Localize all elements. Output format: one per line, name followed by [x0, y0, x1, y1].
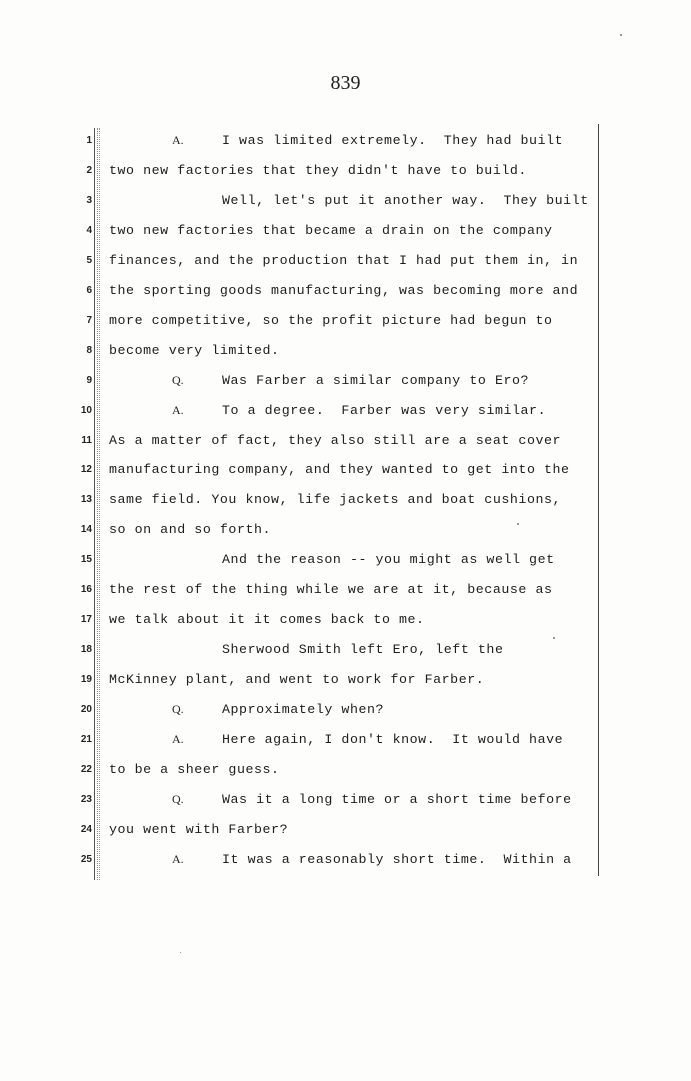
transcript-line — [0, 163, 691, 187]
line-text: the rest of the thing while we are at it, because as — [109, 582, 553, 598]
line-text: same field. You know, life jackets and boat cushions, — [109, 492, 562, 508]
line-text: To a degree. Farber was very similar. — [222, 402, 547, 418]
transcript-line — [0, 582, 691, 606]
line-text: we talk about it it comes back to me. — [109, 612, 425, 628]
line-number: 20 — [80, 704, 92, 716]
line-text: Was it a long time or a short time before — [222, 791, 572, 807]
line-number: 11 — [81, 434, 92, 446]
line-text: And the reason -- you might as well get — [222, 552, 555, 568]
line-text: Here again, I don't know. It would have — [222, 732, 564, 747]
speaker-label: A. — [172, 133, 184, 147]
line-text: two new factories that they didn't have to build. — [109, 162, 527, 178]
line-number: 18 — [80, 644, 92, 656]
transcript-line — [0, 193, 691, 217]
line-number: 16 — [80, 584, 92, 596]
line-text: more competitive, so the profit picture had begun to — [109, 312, 553, 328]
line-number: 2 — [86, 164, 92, 176]
line-text: become very limited. — [109, 342, 280, 358]
line-number: 17 — [80, 614, 92, 626]
page-number: 839 — [330, 72, 361, 94]
line-text: As a matter of fact, they also still are a seat cover — [109, 432, 562, 448]
line-text: two new factories that became a drain on the company — [109, 222, 553, 238]
line-number: 19 — [80, 674, 92, 686]
line-number: 9 — [86, 374, 92, 386]
transcript-line — [0, 133, 691, 157]
transcript-line — [0, 762, 691, 786]
transcript-line — [0, 822, 691, 846]
line-number: 24 — [80, 823, 92, 835]
line-number: 8 — [86, 344, 92, 356]
speaker-label: Q. — [172, 791, 184, 806]
line-number: 13 — [80, 494, 92, 506]
transcript-line — [0, 283, 691, 307]
transcript-line — [0, 492, 691, 516]
line-text: Sherwood Smith left Ero, left the — [222, 642, 504, 658]
transcript-line — [0, 672, 691, 696]
transcript-line — [0, 433, 691, 457]
transcript-line — [0, 732, 691, 756]
line-text: so on and so forth. — [109, 522, 272, 538]
line-text: the sporting goods manufacturing, was becoming more and — [109, 282, 579, 298]
line-number: 3 — [86, 194, 92, 206]
transcript-line — [0, 373, 691, 397]
transcript-line — [0, 852, 691, 876]
line-number: 4 — [86, 224, 92, 236]
line-text: to be a sheer guess. — [109, 761, 280, 777]
transcript-line — [0, 642, 691, 666]
line-number: 14 — [80, 524, 92, 536]
transcript-line — [0, 253, 691, 277]
line-number: 6 — [86, 284, 92, 296]
speaker-label: Q. — [172, 372, 184, 387]
line-text: It was a reasonably short time. Within a — [222, 851, 572, 867]
line-number: 7 — [86, 314, 92, 326]
line-number: 22 — [80, 763, 92, 775]
transcript-line — [0, 313, 691, 337]
scan-speck — [180, 952, 181, 953]
speaker-label: A. — [172, 732, 184, 746]
line-text: Was Farber a similar company to Ero? — [222, 372, 530, 388]
transcript-line — [0, 403, 691, 427]
transcript-line — [0, 223, 691, 247]
speaker-label: A. — [172, 402, 184, 417]
transcript-line — [0, 702, 691, 726]
transcript-line — [0, 552, 691, 576]
speaker-label: A. — [172, 851, 184, 866]
line-number: 25 — [80, 853, 92, 865]
scan-speck — [620, 34, 622, 36]
transcript-line — [0, 792, 691, 816]
scan-speck — [517, 523, 519, 525]
speaker-label: Q. — [172, 702, 184, 717]
line-number: 15 — [80, 554, 92, 566]
line-text: Approximately when? — [222, 702, 385, 718]
line-text: you went with Farber? — [109, 821, 289, 837]
line-number: 1 — [86, 135, 92, 146]
line-text: manufacturing company, and they wanted to get into the — [109, 462, 570, 478]
line-text: finances, and the production that I had put them in, in — [109, 252, 579, 268]
transcript-line — [0, 462, 691, 486]
line-text: McKinney plant, and went to work for Farber. — [109, 672, 485, 688]
line-text: Well, let's put it another way. They built — [222, 192, 589, 208]
line-number: 21 — [80, 734, 92, 745]
line-text: I was limited extremely. They had built — [222, 133, 564, 148]
transcript-line — [0, 612, 691, 636]
transcript-line — [0, 522, 691, 546]
line-number: 12 — [80, 464, 92, 476]
line-number: 5 — [86, 254, 92, 266]
line-number: 23 — [80, 793, 92, 805]
scan-speck — [553, 637, 555, 639]
transcript-line — [0, 343, 691, 367]
line-number: 10 — [80, 404, 92, 416]
